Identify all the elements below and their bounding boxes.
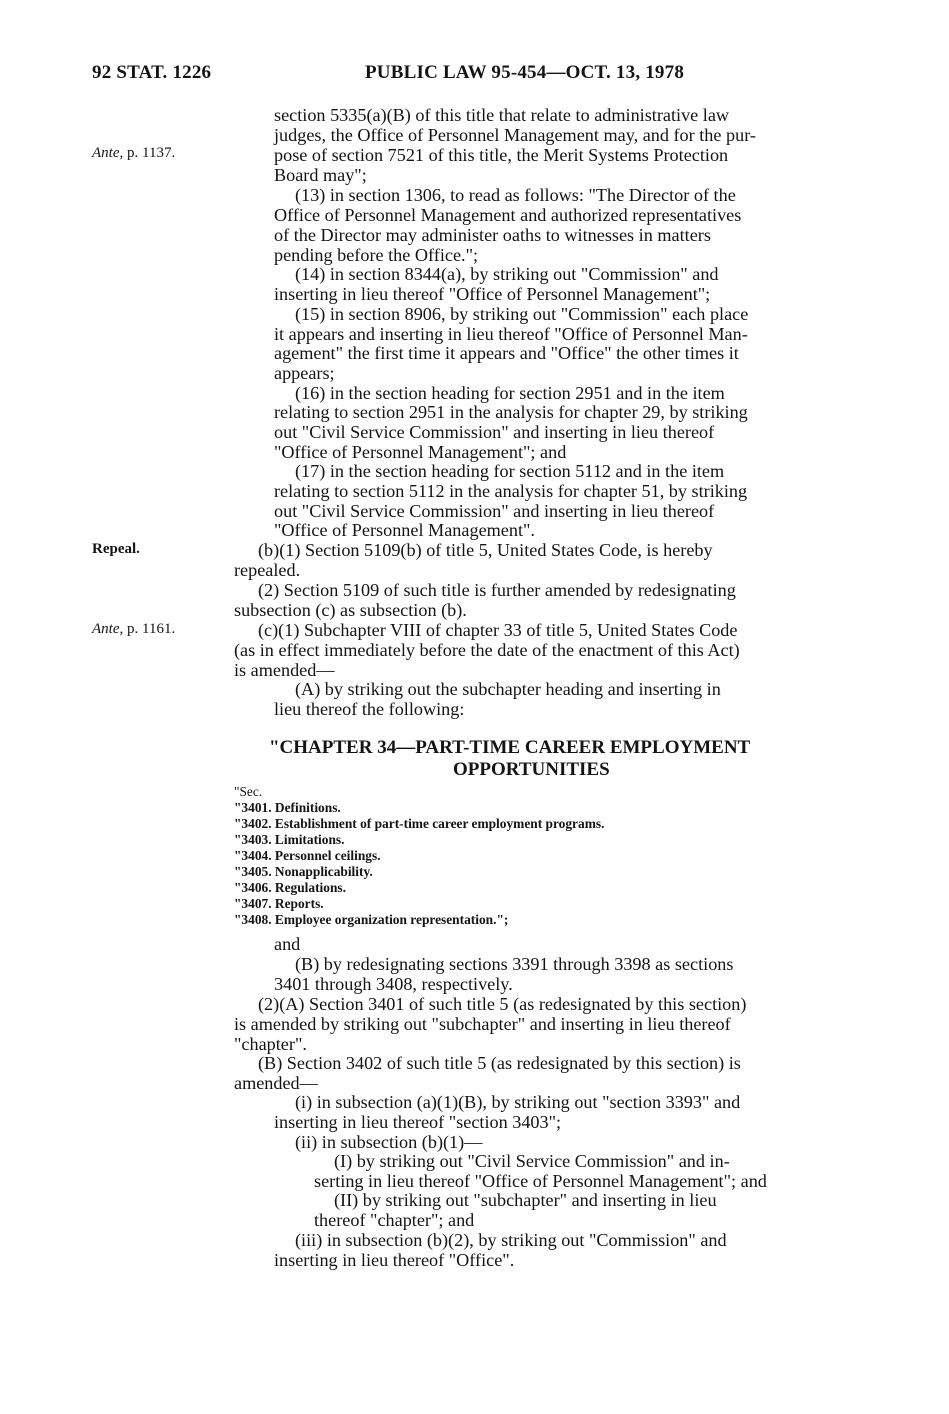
body-line: (I) by striking out "Civil Service Commission" and in- <box>334 1151 730 1171</box>
section-entry: "3401. Definitions. <box>234 800 341 815</box>
body-line: (17) in the section heading for section 5112 and in the item <box>295 461 725 481</box>
body-line: Office of Personnel Management and authorized representatives <box>274 205 742 225</box>
body-line: (2) Section 5109 of such title is further amended by redesignating <box>258 580 736 600</box>
margin-note-repeal: Repeal. <box>92 541 140 557</box>
body-line: pose of section 7521 of this title, the Merit Systems Protection <box>274 145 729 165</box>
margin-note-ante-italic: Ante, <box>92 621 124 637</box>
body-line: (13) in section 1306, to read as follows: "The Director of the <box>295 185 736 205</box>
section-entry: "3405. Nonapplicability. <box>234 864 373 879</box>
body-line: serting in lieu thereof "Office of Personnel Management"; and <box>314 1171 767 1191</box>
body-line: of the Director may administer oaths to witnesses in matters <box>274 225 711 245</box>
body-line: "chapter". <box>234 1034 307 1054</box>
body-line: (16) in the section heading for section 2951 and in the item <box>295 383 725 403</box>
body-line: (A) by striking out the subchapter heading and inserting in <box>295 679 721 699</box>
body-line: "Office of Personnel Management"; and <box>274 442 567 462</box>
body-line: (B) Section 3402 of such title 5 (as redesignated by this section) is <box>258 1053 741 1073</box>
margin-note-ante-page: p. 1161. <box>123 621 176 637</box>
body-line: and <box>274 934 301 954</box>
margin-note-ante-1137 <box>92 145 175 162</box>
body-line: agement" the first time it appears and "Office" the other times it <box>274 343 739 363</box>
body-line: "Office of Personnel Management". <box>274 520 535 540</box>
section-entry: "3403. Limitations. <box>234 832 345 847</box>
body-line: amended— <box>234 1073 318 1093</box>
section-entry: "3408. Employee organization representation."; <box>234 912 509 927</box>
section-entry: "3407. Reports. <box>234 896 324 911</box>
running-header: PUBLIC LAW 95-454—OCT. 13, 1978 <box>365 62 685 83</box>
body-line: (14) in section 8344(a), by striking out "Commission" and <box>295 264 719 284</box>
section-entry: "3402. Establishment of part-time career employment programs. <box>234 816 605 831</box>
margin-note-ante-1161 <box>92 621 175 638</box>
body-line: inserting in lieu thereof "Office of Personnel Management"; <box>274 284 711 304</box>
body-line: subsection (c) as subsection (b). <box>234 600 467 620</box>
body-line: section 5335(a)(B) of this title that relate to administrative law <box>274 105 730 125</box>
body-line: thereof "chapter"; and <box>314 1210 475 1230</box>
body-line: it appears and inserting in lieu thereof "Office of Personnel Man- <box>274 324 748 344</box>
body-line: (ii) in subsection (b)(1)— <box>295 1132 483 1152</box>
body-line: judges, the Office of Personnel Management may, and for the pur- <box>274 125 756 145</box>
body-line: out "Civil Service Commission" and inserting in lieu thereof <box>274 501 715 521</box>
body-line: relating to section 5112 in the analysis for chapter 51, by striking <box>274 481 748 501</box>
section-entry: "3404. Personnel ceilings. <box>234 848 381 863</box>
body-line: inserting in lieu thereof "section 3403"; <box>274 1112 562 1132</box>
margin-note-ante-italic: Ante, <box>92 145 124 161</box>
body-line: appears; <box>274 363 335 383</box>
body-line: is amended— <box>234 660 335 680</box>
section-entry: "3406. Regulations. <box>234 880 346 895</box>
body-line: repealed. <box>234 560 301 580</box>
body-line: relating to section 2951 in the analysis for chapter 29, by striking <box>274 402 748 422</box>
body-line: (c)(1) Subchapter VIII of chapter 33 of title 5, United States Code <box>258 620 738 640</box>
page-number-header: 92 STAT. 1226 <box>92 62 212 83</box>
body-line: (as in effect immediately before the date of the enactment of this Act) <box>234 640 740 660</box>
body-line: Board may"; <box>274 165 367 185</box>
margin-note-ante-page: p. 1137. <box>123 145 176 161</box>
body-line: (b)(1) Section 5109(b) of title 5, United States Code, is hereby <box>258 540 713 560</box>
chapter-heading-line-1: "CHAPTER 34—PART-TIME CAREER EMPLOYMENT <box>269 737 751 758</box>
body-line: (B) by redesignating sections 3391 through 3398 as sections <box>295 954 734 974</box>
body-line: inserting in lieu thereof "Office". <box>274 1250 515 1270</box>
body-line: (i) in subsection (a)(1)(B), by striking out "section 3393" and <box>295 1092 741 1112</box>
chapter-heading-line-2: OPPORTUNITIES <box>453 759 610 780</box>
body-line: 3401 through 3408, respectively. <box>274 974 513 994</box>
body-line: (2)(A) Section 3401 of such title 5 (as redesignated by this section) <box>258 994 747 1014</box>
body-line: is amended by striking out "subchapter" and inserting in lieu thereof <box>234 1014 731 1034</box>
body-line: lieu thereof the following: <box>274 699 465 719</box>
body-line: (iii) in subsection (b)(2), by striking out "Commission" and <box>295 1230 727 1250</box>
sections-header: "Sec. <box>234 784 263 799</box>
body-line: (II) by striking out "subchapter" and inserting in lieu <box>334 1190 717 1210</box>
body-line: out "Civil Service Commission" and inserting in lieu thereof <box>274 422 715 442</box>
body-line: pending before the Office."; <box>274 245 479 265</box>
body-line: (15) in section 8906, by striking out "Commission" each place <box>295 304 749 324</box>
